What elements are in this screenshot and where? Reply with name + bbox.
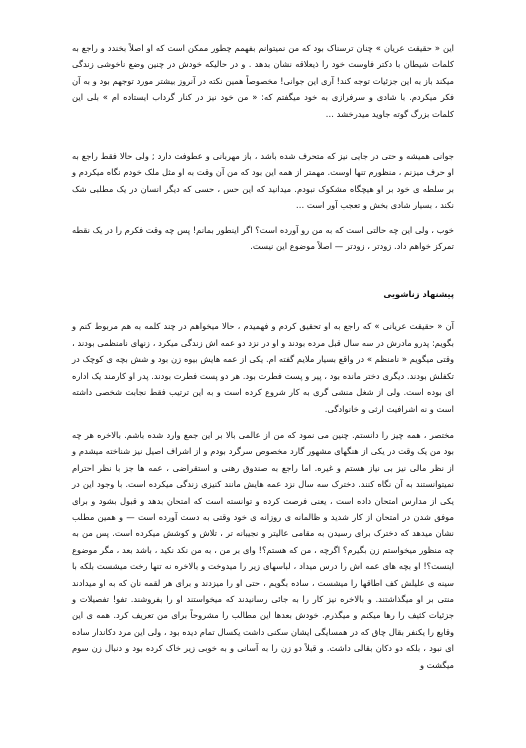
- paragraph-3: خوب ، ولی این چه حالتی است که به من رو آورده است؟ اگر اینطور بمانم! پس چه وقت فکرم را در یک نقطه تمرکز خواهم داد. زودتر ، زودتر — اصلاً موضوع این نیست.: [72, 224, 454, 252]
- section-paragraph-2: مختصر ، همه چیز را دانستم. چنین می نمود که من از عالمی بالا بر این جمع وارد شده باشم. بالاخره هر چه بود من یک وقت در یکی از هنگهای مشهور گارد مخصوص سرگرد بودم و از اشراف اصیل نیز شناخته میشدم و از نظر مالی نیز بی نیاز هستم و غیره. اما راجع به صندوق رهنی و استقراضی ، عمه ها جز با نظر احترام نمیتوانستند به آن نگاه کنند. دخترک سه سال نزد عمه هایش مانند کنیزی زندگی میکرده است. با وجود این در یکی از مدارس امتحان داده است ، یعنی فرصت کرده و توانسته است که امتحان بدهد و قبول بشود و برای موفق شدن در امتحان از کار شدید و ظالمانه ی روزانه ی خود وقتی به دست آورده است — و همین مطلب نشان میدهد که دخترک برای رسیدن به مقامی عالیتر و نجیبانه تر ، تلاش و کوشش میکرده است. پس من به چه منظور میخواستم زن بگیرم؟ اگرچه ، من که هستم؟! وای بر من ، به من نکد نکید ، باشد بعد ، مگر موضوع اینست؟! او بچه های عمه اش را درس میداد ، لباسهای زیر را میدوخت و بالاخره نه تنها رخت میشست بلکه با سینه ی علیلش کف اطاقها را میشست ، ساده بگویم ، حتی او را میزدند و برای هر لقمه نان که به او میدادند منتی بر او میگذاشتند. و بالاخره نیز کار را به جائی رسانیدند که میخواستند او را بفروشند. تفو! تفصیلات و جزئیات کثیف را رها میکنم و میگذرم. خودش بعدها این مطالب را مشروحاً برای من تعریف کرد. همه ی این وقایع را یکنفر بقال چاق که در همسایگی ایشان سکنی داشت یکسال تمام دیده بود ، ولی این مرد دکاندار ساده ای نبود ، بلکه دو دکان بقالی داشت. و قبلاً دو زن را به آسانی و به خوبی زیر خاک کرده بود و دنبال زن سوم میگشت و: [72, 429, 454, 670]
- section-paragraph-1: آن « حقیقت عریانی » که راجع به او تحقیق کردم و فهمیدم ، حالا میخواهم در چند کلمه به هم مربوط کنم و بگویم: پدرو مادرش در سه سال قبل مرده بودند و او در نزد دو عمه اش زندگی میکرد ، زنهای نامنظمی بودند ، وقتی میگویم « نامنظم » در واقع بسیار ملایم گفته ام. یکی از عمه هایش بیوه زن بود و شش بچه ی کوچک در تکفلش بودند. دیگری دختر مانده بود ، پیر و پست فطرت بود. هر دو پست فطرت بودند. پدر او کارمند یک اداره ای بوده است. ولی از شغل منشی گری به کار شروع کرده است و به این ترتیب فقط نجابت شخصی داشته است و نه اشرافیت ارثی و خانوادگی.: [72, 321, 454, 414]
- paragraph-1: این « حقیقت عریان » چنان ترسناک بود که من نمیتوانم بفهمم چطور ممکن است که او اصلاً بخندد و راجع به کلمات شیطان با دکتر فاوست خود را ذیعلاقه نشان بدهد . و در حالیکه خودش در چنین وضع ناخوشی زندگی میکند باز به این جزئیات توجه کند! آری این جوانی! مخصوصاً همین نکته در آنروز بیشتر مورد توجهم بود و به آن فکر میکردم. با شادی و سرفرازی به خود میگفتم که: « من خود نیز در کنار گرداب ایستاده ام » بلی این کلمات بزرگ گوته جاوید میدرخشد …: [72, 43, 454, 119]
- document-page: [72, 40, 454, 673]
- section-heading: پیشنهاد زناشویی: [383, 289, 454, 300]
- paragraph-2: جوانی همیشه و حتی در جایی نیز که متحرف شده باشد ، باز مهربانی و عطوفت دارد ; ولی حالا فقط راجع به او حرف میزنم ، منظورم تنها اوست. مهمتر از همه این بود که من آن وقت به او مثل ملک خودم نگاه میکردم و بر سلطه ی خود بر او هیچگاه مشکوک نبودم. میدانید که این حس ، حسی که دیگر انسان در یک مطلبی شک نکند ، بسیار شادی بخش و تعجب آور است …: [72, 151, 454, 211]
